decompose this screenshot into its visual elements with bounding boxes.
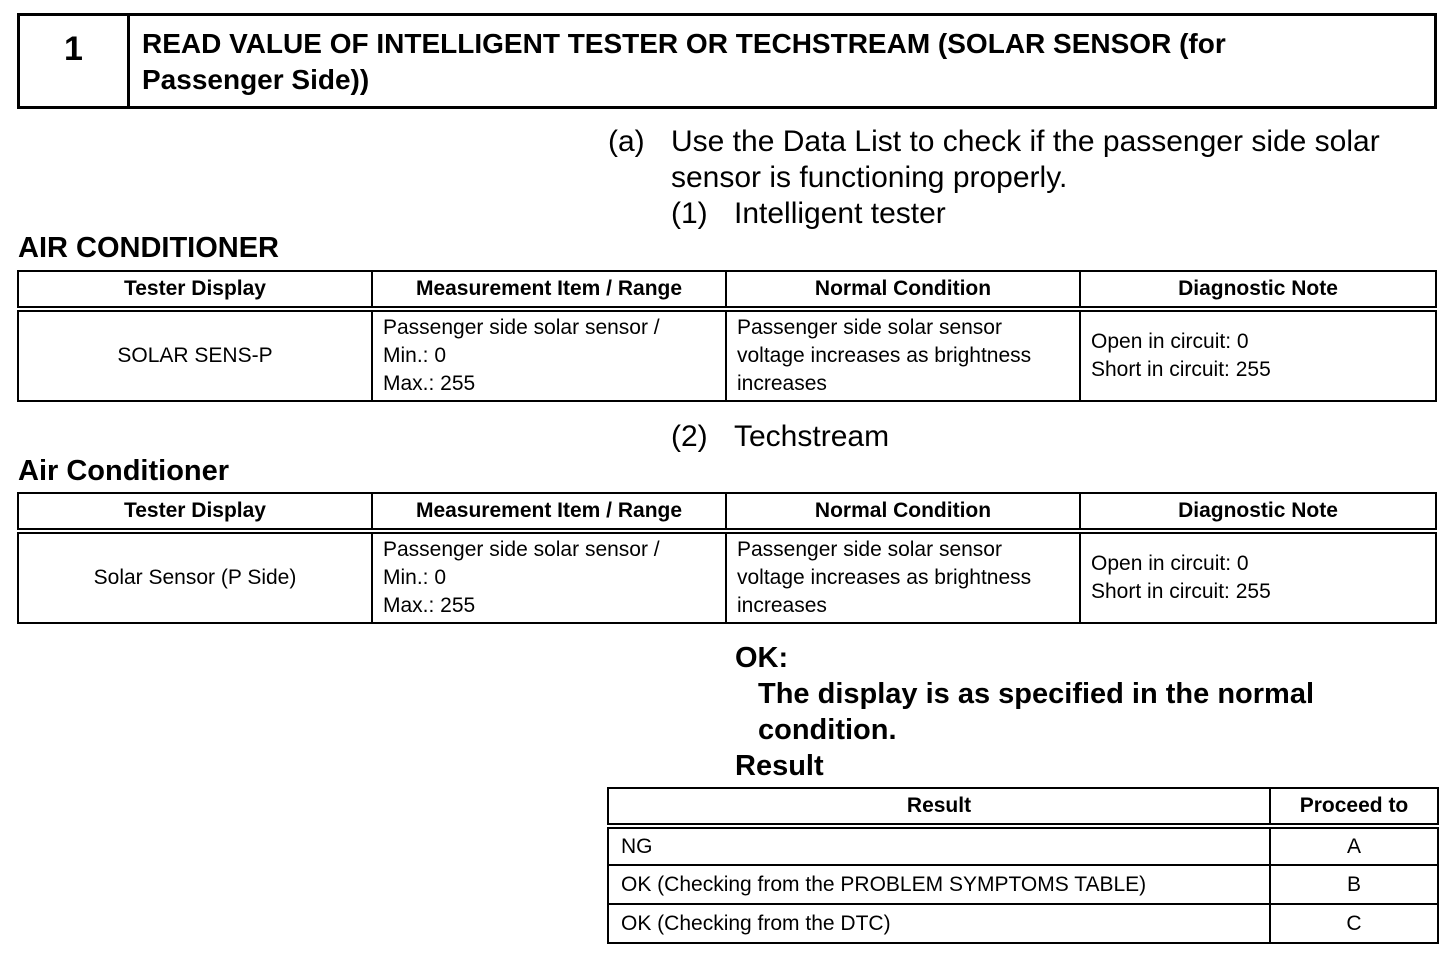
instruction-a-line2: sensor is functioning properly.: [671, 161, 1068, 194]
instruction-a: [608, 124, 1380, 196]
cell-line: Passenger side solar sensor /: [383, 316, 660, 339]
cell-line: Max.: 255: [383, 594, 476, 617]
step-number: 1: [20, 16, 130, 106]
col-header-tester-display: Tester Display: [18, 271, 372, 309]
col-header-normal: Normal Condition: [726, 271, 1080, 309]
cell-line: Short in circuit: 255: [1091, 358, 1271, 381]
instruction-1: [671, 196, 946, 232]
col-header-note: Diagnostic Note: [1080, 271, 1436, 309]
table-header-row: [608, 788, 1438, 826]
cell-line: Short in circuit: 255: [1091, 580, 1271, 603]
cell-line: Open in circuit: 0: [1091, 552, 1249, 575]
col-header-measurement: Measurement Item / Range: [372, 493, 726, 531]
ok-text-line1: The display is as specified in the normal: [758, 678, 1314, 710]
table-row: [608, 865, 1438, 904]
data-list-table-intelligent-tester: [17, 270, 1437, 402]
ok-text: [758, 676, 1418, 748]
instruction-1-label: (1): [671, 197, 708, 230]
cell-line: Max.: 255: [383, 372, 476, 395]
cell-line: Open in circuit: 0: [1091, 330, 1249, 353]
table-header-row: [18, 493, 1436, 531]
table1-section-title: AIR CONDITIONER: [18, 232, 279, 264]
cell-line: voltage increases as brightness: [737, 344, 1032, 367]
step-title-line2: Passenger Side)): [142, 64, 370, 95]
instruction-2-text: Techstream: [734, 420, 890, 453]
cell-line: increases: [737, 594, 827, 617]
col-header-proceed: Proceed to: [1270, 788, 1438, 826]
result-table: [607, 787, 1439, 944]
cell-proceed: C: [1270, 904, 1438, 943]
table-row: [608, 826, 1438, 865]
cell-measurement: [372, 309, 726, 401]
cell-line: increases: [737, 372, 827, 395]
step-title-line1: READ VALUE OF INTELLIGENT TESTER OR TECHSTREAM (SOLAR SENSOR (for: [142, 28, 1226, 59]
col-header-result: Result: [608, 788, 1270, 826]
col-header-normal: Normal Condition: [726, 493, 1080, 531]
instruction-2-label: (2): [671, 420, 708, 453]
cell-line: voltage increases as brightness: [737, 566, 1032, 589]
cell-note: [1080, 309, 1436, 401]
cell-line: Passenger side solar sensor: [737, 316, 1002, 339]
ok-label: OK:: [735, 642, 789, 674]
cell-normal: [726, 309, 1080, 401]
cell-proceed: B: [1270, 865, 1438, 904]
cell-result: NG: [608, 826, 1270, 865]
ok-text-line2: condition.: [758, 714, 897, 746]
instruction-a-label: (a): [608, 125, 645, 158]
result-label: Result: [735, 750, 824, 782]
data-list-table-techstream: [17, 492, 1437, 624]
col-header-note: Diagnostic Note: [1080, 493, 1436, 531]
col-header-tester-display: Tester Display: [18, 493, 372, 531]
cell-tester-display: SOLAR SENS-P: [18, 309, 372, 401]
instruction-1-text: Intelligent tester: [734, 197, 946, 230]
cell-result: OK (Checking from the PROBLEM SYMPTOMS TABLE): [608, 865, 1270, 904]
cell-note: [1080, 531, 1436, 623]
cell-measurement: [372, 531, 726, 623]
cell-normal: [726, 531, 1080, 623]
table-row: [18, 531, 1436, 623]
col-header-measurement: Measurement Item / Range: [372, 271, 726, 309]
cell-result: OK (Checking from the DTC): [608, 904, 1270, 943]
instruction-a-line1: Use the Data List to check if the passenger side solar: [671, 125, 1380, 158]
cell-line: Min.: 0: [383, 344, 447, 367]
table-row: [18, 309, 1436, 401]
cell-line: Passenger side solar sensor: [737, 538, 1002, 561]
instruction-2: [671, 419, 890, 455]
cell-tester-display: Solar Sensor (P Side): [18, 531, 372, 623]
table-header-row: [18, 271, 1436, 309]
table2-section-title: Air Conditioner: [18, 455, 230, 487]
step-title: [130, 16, 1434, 106]
table-row: [608, 904, 1438, 943]
step-header: [17, 13, 1437, 109]
cell-line: Passenger side solar sensor /: [383, 538, 660, 561]
cell-proceed: A: [1270, 826, 1438, 865]
cell-line: Min.: 0: [383, 566, 447, 589]
